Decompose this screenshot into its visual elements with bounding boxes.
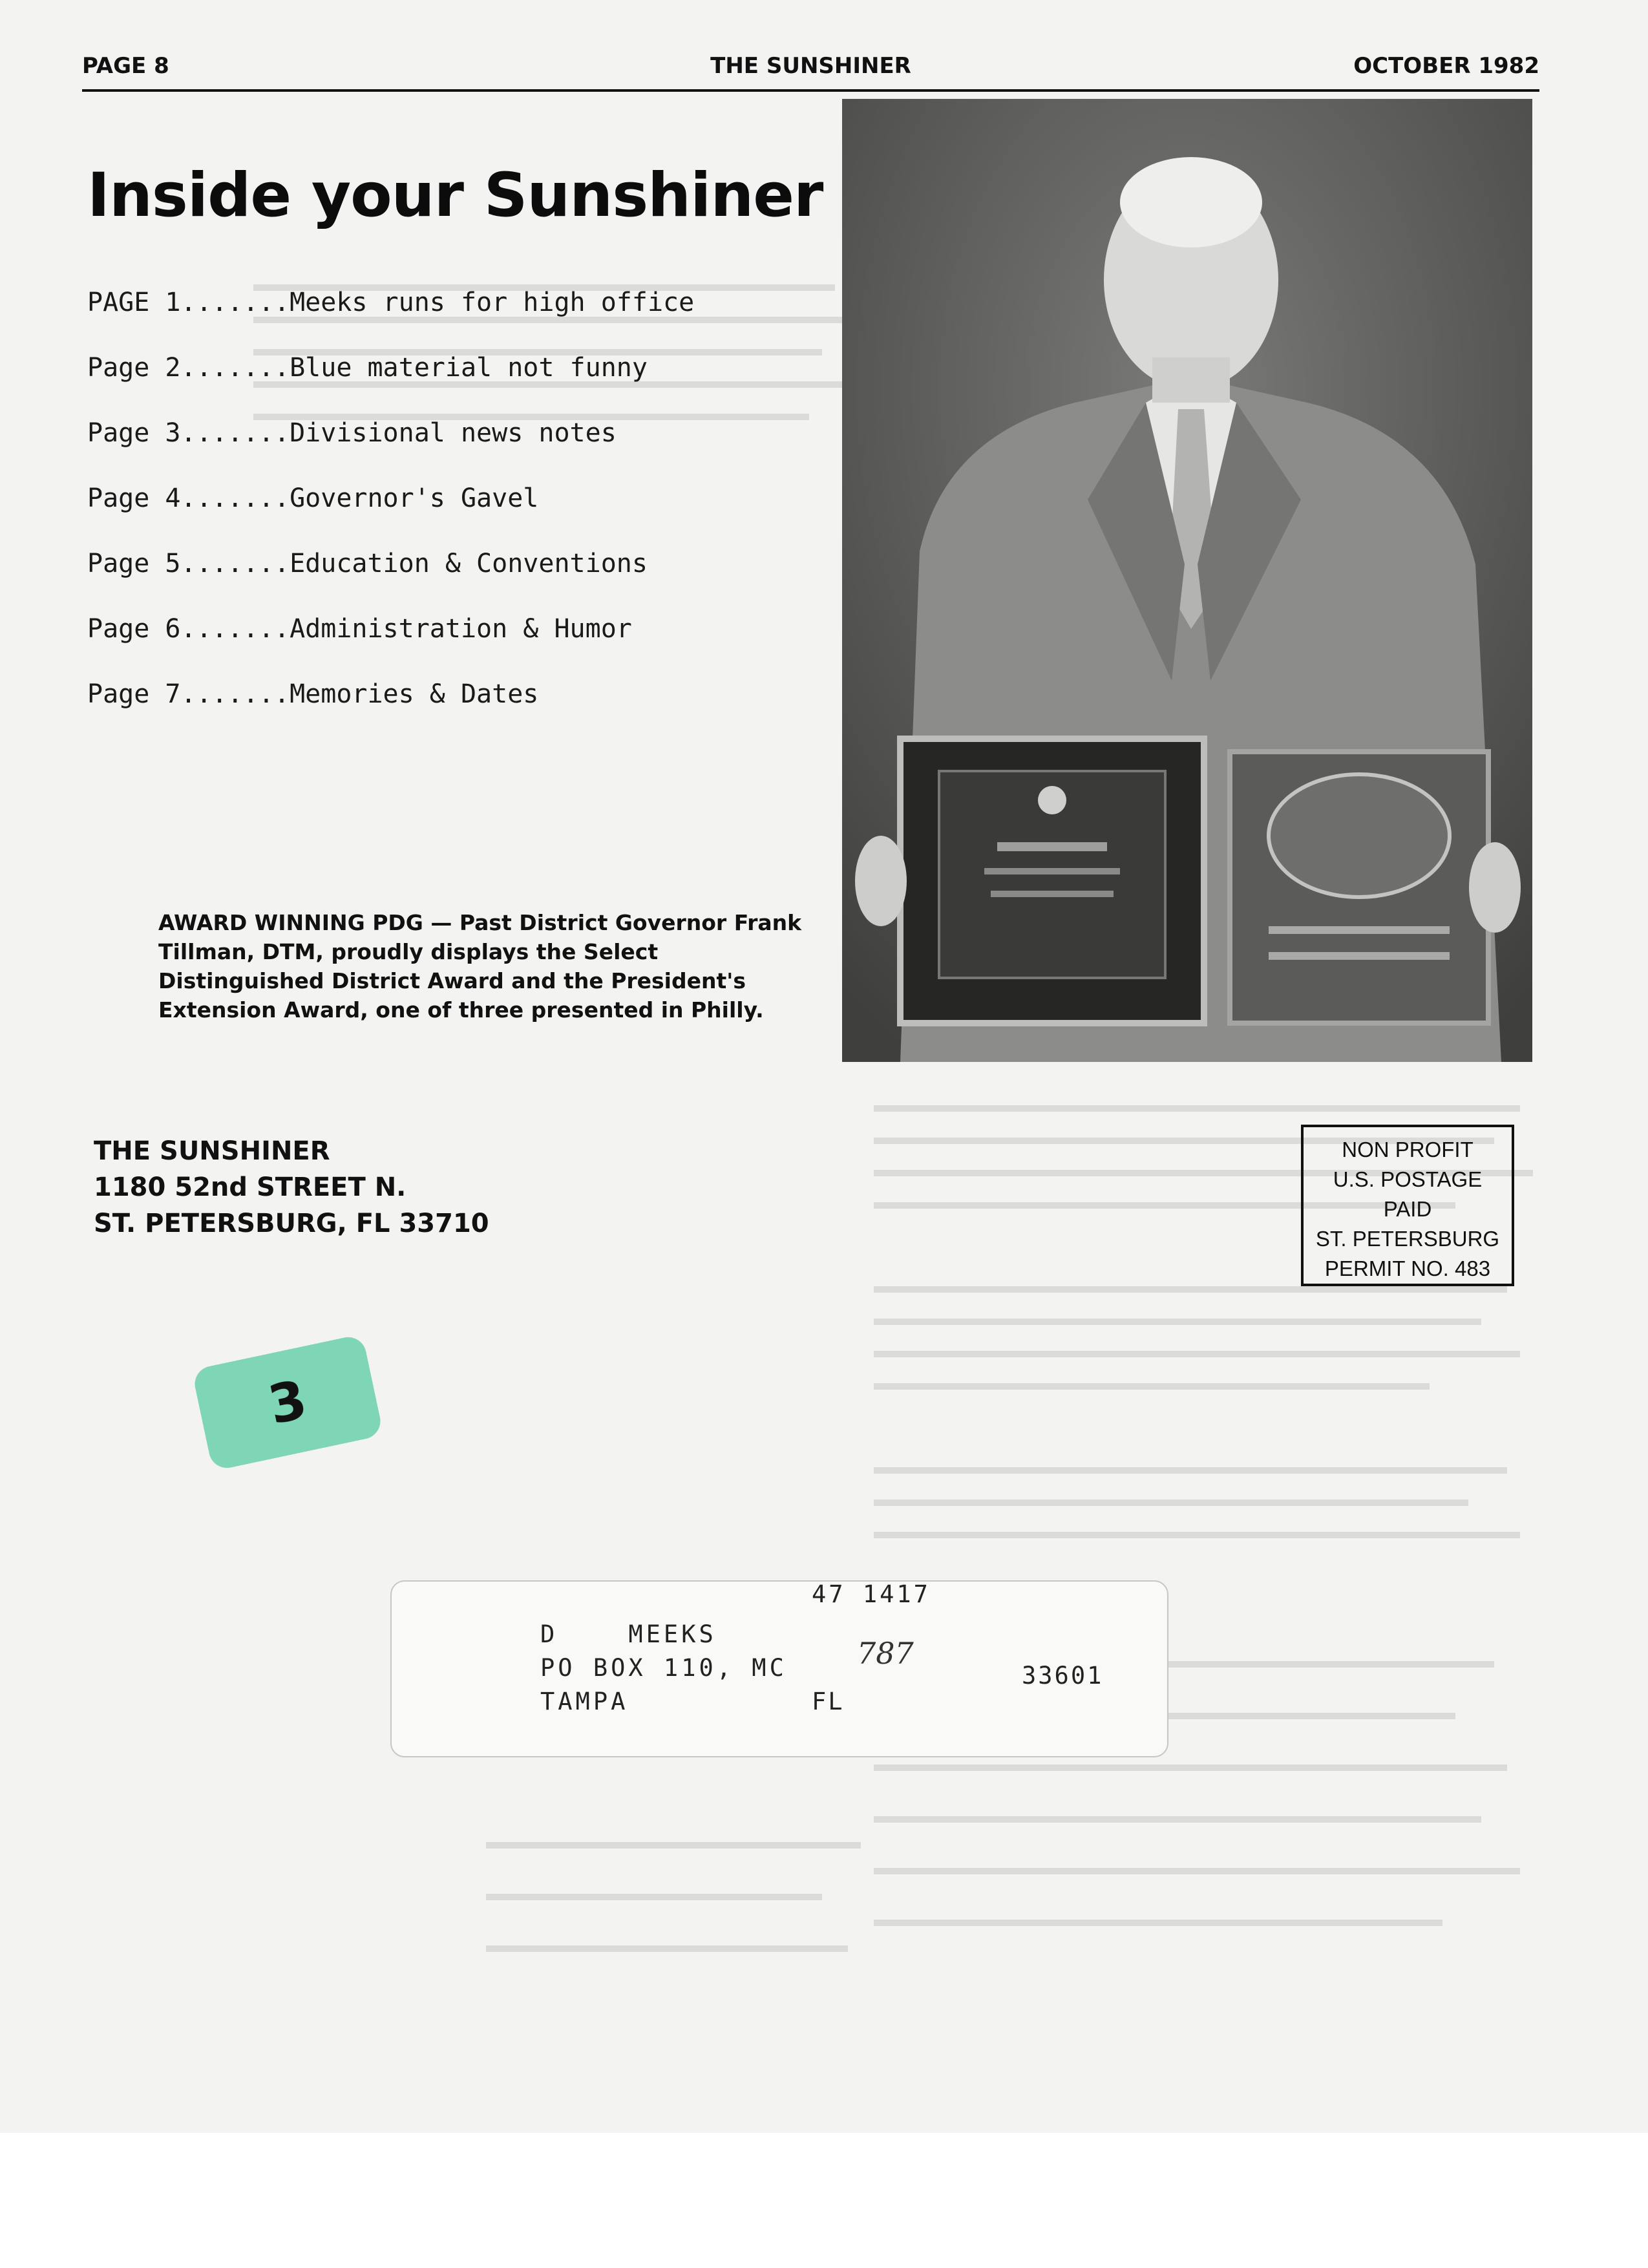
label-street: PO BOX 110, MC (540, 1654, 787, 1682)
label-handwriting: 787 (857, 1636, 914, 1671)
toc-item: Page 3.......Divisional news notes (87, 418, 617, 448)
return-address-line: 1180 52nd STREET N. (94, 1172, 407, 1202)
newsletter-title: THE SUNSHINER (710, 53, 911, 79)
toc-item: Page 6.......Administration & Humor (87, 614, 632, 644)
return-address-line: ST. PETERSBURG, FL 33710 (94, 1209, 489, 1238)
toc-item: Page 2.......Blue material not funny (87, 353, 648, 383)
contents-heading: Inside your Sunshiner (87, 160, 823, 231)
postage-line: PERMIT NO. 483 (1324, 1256, 1491, 1280)
label-state: FL (812, 1688, 845, 1715)
postage-line: U.S. POSTAGE (1333, 1167, 1483, 1191)
toc-item: Page 7.......Memories & Dates (87, 679, 539, 709)
sticker-number: 3 (263, 1368, 312, 1437)
toc-item: PAGE 1.......Meeks runs for high office (87, 288, 695, 317)
label-zip: 33601 (1022, 1662, 1104, 1690)
page-header (82, 53, 1539, 92)
postage-line: PAID (1383, 1197, 1432, 1221)
toc-item: Page 5.......Education & Conventions (87, 549, 648, 578)
photo-caption: AWARD WINNING PDG — Past District Governor Frank Tillman, DTM, proudly displays the Select Distinguished District Award and the President's Extension Award, one of three presented in Philly. (158, 910, 802, 1023)
postage-line: NON PROFIT (1342, 1138, 1474, 1161)
postage-indicia (1301, 1125, 1514, 1286)
award-photo-illustration (842, 99, 1532, 1062)
toc-item: Page 4.......Governor's Gavel (87, 483, 539, 513)
label-code: 47 1417 (812, 1580, 931, 1608)
postage-line: ST. PETERSBURG (1315, 1227, 1500, 1251)
return-address-line: THE SUNSHINER (94, 1136, 330, 1166)
label-name: D MEEKS (540, 1620, 717, 1648)
mailing-label (390, 1580, 1168, 1757)
issue-date: OCTOBER 1982 (1353, 53, 1539, 79)
label-city: TAMPA (540, 1688, 629, 1715)
page-number: PAGE 8 (82, 53, 169, 79)
return-address (94, 1133, 489, 1242)
table-of-contents (87, 288, 694, 745)
award-photo (842, 99, 1532, 1062)
